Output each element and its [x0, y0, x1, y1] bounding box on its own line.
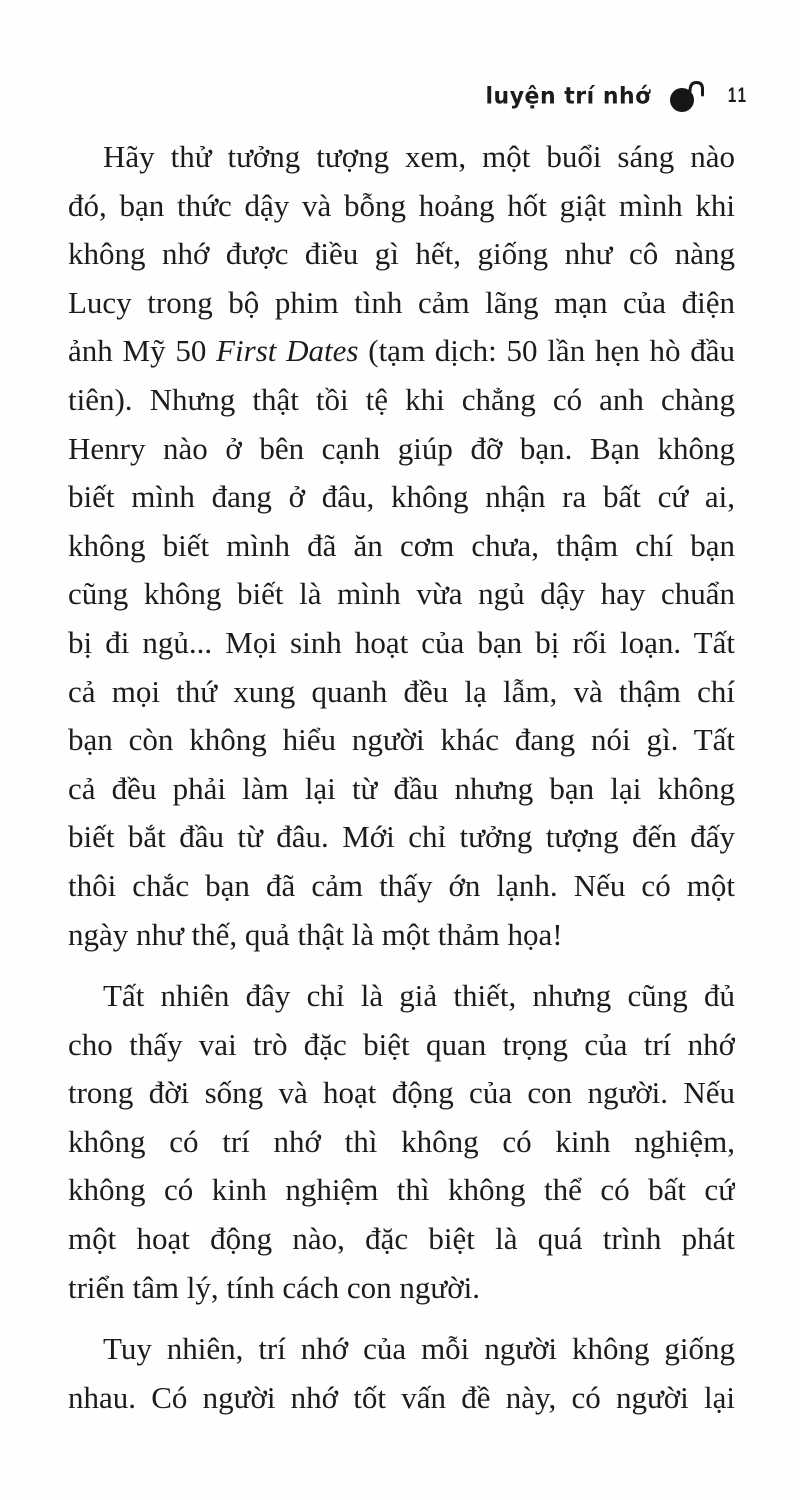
text-line: biết bắt đầu từ đâu. Mới chỉ tưởng tượng đến đấy: [68, 819, 735, 855]
paragraph: [68, 133, 735, 959]
text-line: cả đều phải làm lại từ đầu nhưng bạn lại không: [68, 770, 735, 806]
text-line: cho thấy vai trò đặc biệt quan trọng của trí nhớ: [68, 1026, 735, 1062]
text-line: triển tâm lý, tính cách con người.: [68, 1269, 480, 1305]
page-body: [68, 133, 735, 1422]
text-segment: (tạm dịch: 50 lần hẹn hò đầu: [358, 333, 735, 369]
text-line: Lucy trong bộ phim tình cảm lãng mạn của điện: [68, 284, 735, 320]
text-line: Hãy thử tưởng tượng xem, một buổi sáng nào: [103, 139, 735, 174]
text-line: trong đời sống và hoạt động của con người. Nếu: [68, 1075, 735, 1111]
text-line: nhau. Có người nhớ tốt vấn đề này, có người lại: [68, 1379, 735, 1415]
text-line: bạn còn không hiểu người khác đang nói gì. Tất: [68, 722, 735, 758]
text-line: một hoạt động nào, đặc biệt là quá trình phát: [68, 1221, 735, 1257]
text-line: [68, 327, 735, 376]
running-title: luyện trí nhớ: [485, 82, 651, 110]
text-line: không nhớ được điều gì hết, giống như cô nàng: [68, 236, 735, 272]
text-line: không có kinh nghiệm thì không thể có bất cứ: [68, 1172, 735, 1208]
text-line: tiên). Nhưng thật tồi tệ khi chẳng có anh chàng: [68, 381, 735, 417]
text-line: Tất nhiên đây chỉ là giả thiết, nhưng cũng đủ: [103, 978, 735, 1014]
text-line: bị đi ngủ... Mọi sinh hoạt của bạn bị rối loạn. Tất: [68, 624, 735, 660]
text-line: biết mình đang ở đâu, không nhận ra bất cứ ai,: [68, 479, 735, 515]
page-header: [486, 78, 749, 114]
paragraph: [68, 1325, 735, 1422]
text-line: đó, bạn thức dậy và bỗng hoảng hốt giật mình khi: [68, 187, 735, 223]
text-line: không có trí nhớ thì không có kinh nghiệm,: [68, 1123, 735, 1159]
text-line: cả mọi thứ xung quanh đều lạ lẫm, và thậm chí: [68, 673, 735, 709]
text-line: Tuy nhiên, trí nhớ của mỗi người không giống: [103, 1331, 735, 1367]
italic-title-segment: First Dates: [216, 333, 359, 369]
open-padlock-icon: [669, 79, 707, 113]
text-segment: ảnh Mỹ 50: [68, 333, 217, 369]
text-line: Henry nào ở bên cạnh giúp đỡ bạn. Bạn không: [68, 430, 735, 466]
paragraph: [68, 972, 735, 1312]
page-number: 11: [727, 84, 748, 107]
text-line: không biết mình đã ăn cơm chưa, thậm chí bạn: [68, 527, 735, 563]
text-line: thôi chắc bạn đã cảm thấy ớn lạnh. Nếu có một: [68, 867, 735, 903]
text-line: cũng không biết là mình vừa ngủ dậy hay chuẩn: [68, 576, 735, 612]
text-line: ngày như thế, quả thật là một thảm họa!: [68, 916, 563, 952]
